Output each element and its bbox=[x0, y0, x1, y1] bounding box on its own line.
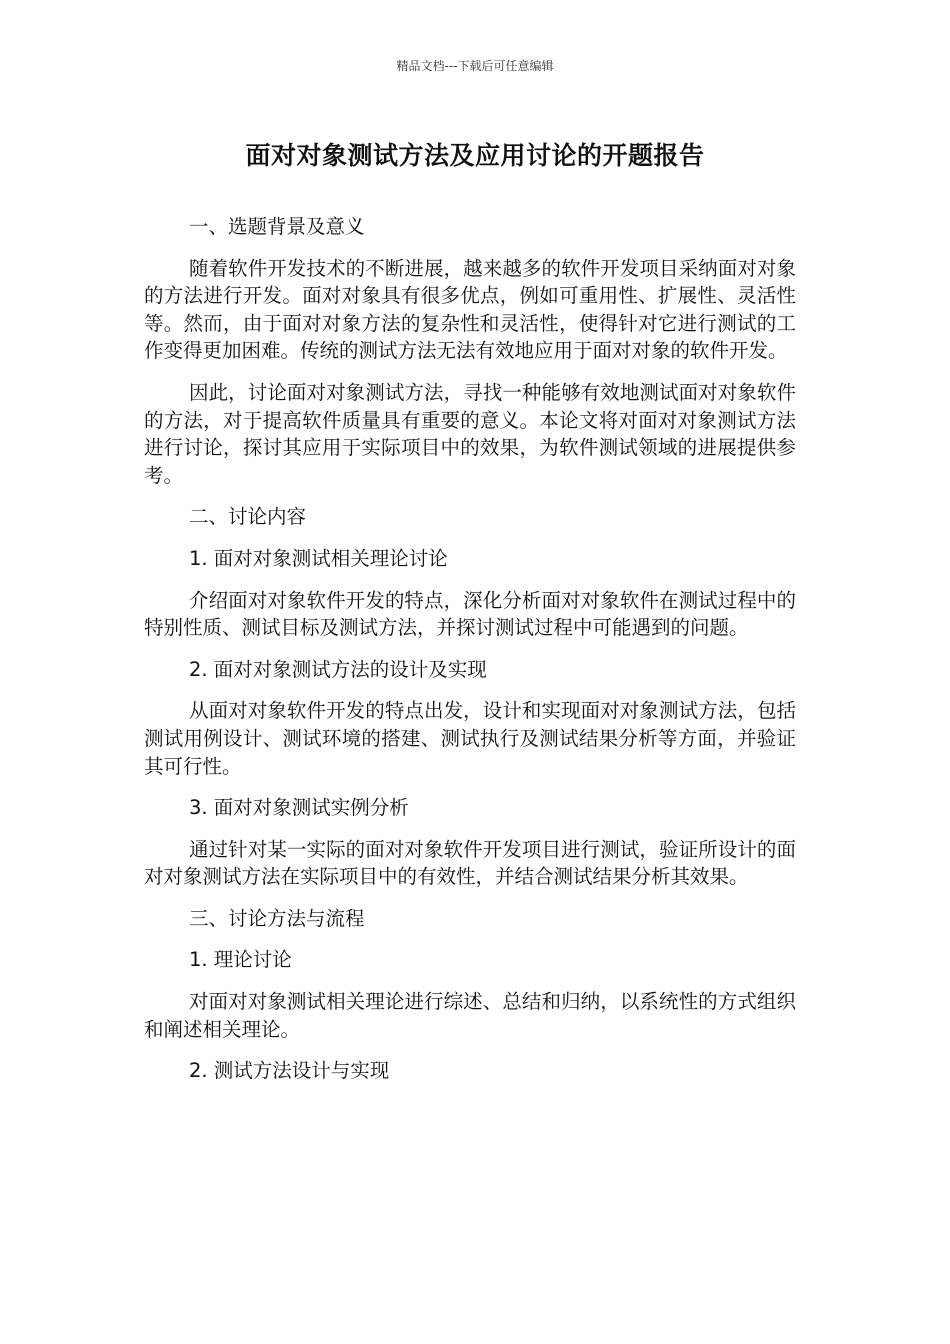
paragraph-theory: 介绍面对对象软件开发的特点，深化分析面对对象软件在测试过程中的特别性质、测试目标及测试方法，并探讨测试过程中可能遇到的问题。 bbox=[144, 588, 796, 640]
subheading-design: 2. 面对对象测试方法的设计及实现 bbox=[189, 657, 487, 681]
paragraph-design: 从面对对象软件开发的特点出发，设计和实现面对对象测试方法，包括测试用例设计、测试环境的搭建、测试执行及测试结果分析等方面，并验证其可行性。 bbox=[144, 699, 796, 778]
header-note: 精品文档---下载后可任意编辑 bbox=[396, 59, 554, 73]
section-heading-background: 一、选题背景及意义 bbox=[189, 215, 365, 238]
paragraph-background-1: 随着软件开发技术的不断进展，越来越多的软件开发项目采纳面对对象的方法进行开发。面对对象具有很多优点，例如可重用性、扩展性、灵活性等。然而，由于面对对象方法的复杂性和灵活性，使得针对它进行测试的工作变得更加困难。传统的测试方法无法有效地应用于面对对象的软件开发。 bbox=[144, 256, 796, 363]
section-heading-method: 三、讨论方法与流程 bbox=[189, 906, 365, 930]
paragraph-background-2: 因此，讨论面对对象测试方法，寻找一种能够有效地测试面对对象软件的方法，对于提高软件质量具有重要的意义。本论文将对面对对象测试方法进行讨论，探讨其应用于实际项目中的效果，为软件测试领域的进展提供参考。 bbox=[144, 380, 796, 487]
paragraph-theory-discussion: 对面对对象测试相关理论进行综述、总结和归纳，以系统性的方式组织和阐述相关理论。 bbox=[144, 990, 796, 1041]
subheading-theory: 1. 面对对象测试相关理论讨论 bbox=[189, 546, 448, 570]
document-title: 面对对象测试方法及应用讨论的开题报告 bbox=[245, 141, 705, 170]
document-body bbox=[144, 213, 796, 1099]
subheading-case-study: 3. 面对对象测试实例分析 bbox=[189, 796, 409, 820]
paragraph-case-study: 通过针对某一实际的面对对象软件开发项目进行测试，验证所设计的面对对象测试方法在实际项目中的有效性，并结合测试结果分析其效果。 bbox=[144, 837, 796, 889]
subheading-theory-discussion: 1. 理论讨论 bbox=[189, 948, 292, 972]
section-heading-content: 二、讨论内容 bbox=[189, 505, 307, 529]
subheading-test-method: 2. 测试方法设计与实现 bbox=[189, 1059, 390, 1083]
